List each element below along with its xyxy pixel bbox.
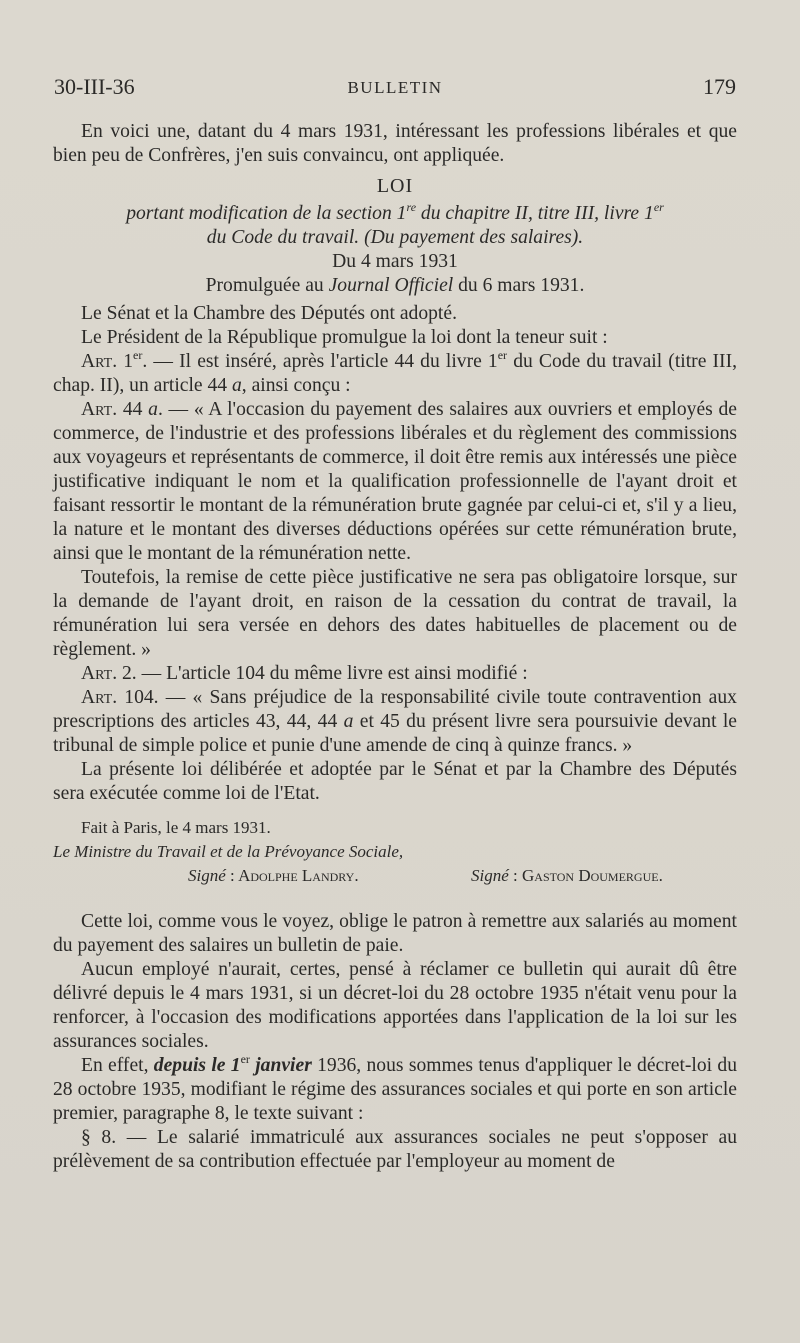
header-title: BULLETIN xyxy=(347,78,443,97)
signature-block xyxy=(53,816,737,888)
article-text: a xyxy=(148,399,158,420)
article-label: Art. 1 xyxy=(81,351,134,372)
article-44a xyxy=(53,398,737,566)
article-text: a xyxy=(343,711,354,732)
signature-landry xyxy=(188,864,359,888)
loi-date: Du 4 mars 1931 xyxy=(332,251,458,272)
loi-heading: LOI xyxy=(376,175,414,197)
journal-name: Journal Officiel xyxy=(328,275,454,296)
loi-subtitle-part: du Code du travail. (Du payement des salaires). xyxy=(206,227,584,248)
fait-line: Fait à Paris, le 4 mars 1931. xyxy=(81,818,271,837)
signe-label: Signé xyxy=(471,866,509,885)
article-text: — L'article 104 du même livre est ainsi modifié : xyxy=(136,663,528,684)
article-label: Art. 2. xyxy=(81,663,137,684)
en-effet-paragraph xyxy=(53,1054,737,1126)
cette-loi-paragraph: Cette loi, comme vous le voyez, oblige le patron à remettre aux salariés au moment du payement des salaires un bulletin de paie. xyxy=(53,911,737,956)
article-text: du Code du travail (titre III, chap. II), un article 44 xyxy=(53,351,737,396)
effet-text: 1936, nous sommes tenus d'appliquer le décret-loi du 28 octobre 1935, modifiant le régime des assurances sociales et qui porte en son article premier, paragraphe 8, le texte suivant : xyxy=(53,1055,738,1124)
article-text: . — « A l'occasion du payement des salaires aux ouvriers et employés de commerce, de l'industrie et des professions libérales et du règlement des commissions aux voyageurs et représentants de commerce, il doit être remis aux intéressés une pièce justificative indiquant le nom et la qualification professionnelle de l'ayant droit et faisant ressortir le montant de la rémunération brute gagnée par celui-ci et, s'il y a lieu, la nature et le montant des diverses déductions opérées sur cette rémunération brute, ainsi que le montant de la rémunération nette. xyxy=(53,399,737,564)
effet-emphasis: janvier xyxy=(249,1055,312,1076)
article-text: . — Il est inséré, après l'article 44 du livre 1 xyxy=(142,351,498,372)
presente-loi-paragraph: La présente loi délibérée et adoptée par le Sénat et par la Chambre des Députés sera exécutée comme loi de l'Etat. xyxy=(53,759,737,804)
article-text: , ainsi conçu : xyxy=(241,375,351,396)
ministre-line: Le Ministre du Travail et de la Prévoyance Sociale, xyxy=(53,842,404,861)
superscript: er xyxy=(497,348,508,362)
document-body xyxy=(53,120,737,1174)
effet-text: En effet, xyxy=(81,1055,154,1076)
superscript: re xyxy=(406,200,417,214)
loi-subtitle xyxy=(53,202,737,250)
article-text: et 45 du présent livre sera poursuivie devant le tribunal de simple police et punie d'une amende de cinq à quinze francs. » xyxy=(53,711,737,756)
article-1 xyxy=(53,350,737,398)
toutefois-paragraph: Toutefois, la remise de cette pièce justificative ne sera pas obligatoire lorsque, sur la demande de l'ayant droit, en raison de la cessation du contrat de travail, la rémunération lui sera versée en dehors des dates habituelles de placement ou de règlement. » xyxy=(53,567,737,660)
page-number: 179 xyxy=(703,74,736,99)
paragraph-8: § 8. — Le salarié immatriculé aux assurances sociales ne peut s'opposer au prélèvement de sa contribution effectuée par l'employeur au moment de xyxy=(53,1127,737,1172)
signatory-name: : Adolphe Landry. xyxy=(225,866,359,885)
senat-paragraph: Le Sénat et la Chambre des Députés ont adopté. xyxy=(81,303,457,324)
signatures xyxy=(53,864,737,888)
article-label: Art. 44 xyxy=(81,399,149,420)
signatory-name: : Gaston Doumergue. xyxy=(508,866,663,885)
promulgation-text: Promulguée au xyxy=(205,275,329,296)
superscript: er xyxy=(240,1052,250,1066)
aucun-paragraph: Aucun employé n'aurait, certes, pensé à réclamer ce bulletin qui aurait dû être délivré depuis le 4 mars 1931, si un décret-loi du 28 octobre 1935 n'était venu pour la renforcer, à l'occasion des modifications apportées dans l'application de la loi sur les assurances sociales. xyxy=(53,959,737,1052)
article-text: — « Sans préjudice de la responsabilité civile toute contravention aux prescriptions des articles 43, 44, 44 xyxy=(53,687,737,732)
signe-label: Signé xyxy=(188,866,226,885)
superscript: er xyxy=(133,348,143,362)
loi-subtitle-part: du chapitre II, titre III, livre 1 xyxy=(416,203,654,224)
article-104 xyxy=(53,686,737,758)
effet-emphasis: depuis le 1 xyxy=(153,1055,241,1076)
article-2 xyxy=(53,662,737,686)
header-date: 30-III-36 xyxy=(54,74,135,99)
promulgation-text: du 6 mars 1931. xyxy=(453,275,585,296)
loi-subtitle-part: portant modification de la section 1 xyxy=(126,203,407,224)
intro-paragraph: En voici une, datant du 4 mars 1931, intéressant les professions libérales et que bien peu de Confrères, j'en suis convaincu, ont appliquée. xyxy=(53,121,737,166)
page-header xyxy=(54,74,736,104)
article-text: a xyxy=(231,375,242,396)
article-label: Art. 104. xyxy=(81,687,159,708)
president-paragraph: Le Président de la République promulgue la loi dont la teneur suit : xyxy=(81,327,608,348)
superscript: er xyxy=(653,200,664,214)
promulgation-line xyxy=(53,274,737,298)
signature-doumergue xyxy=(471,864,663,888)
